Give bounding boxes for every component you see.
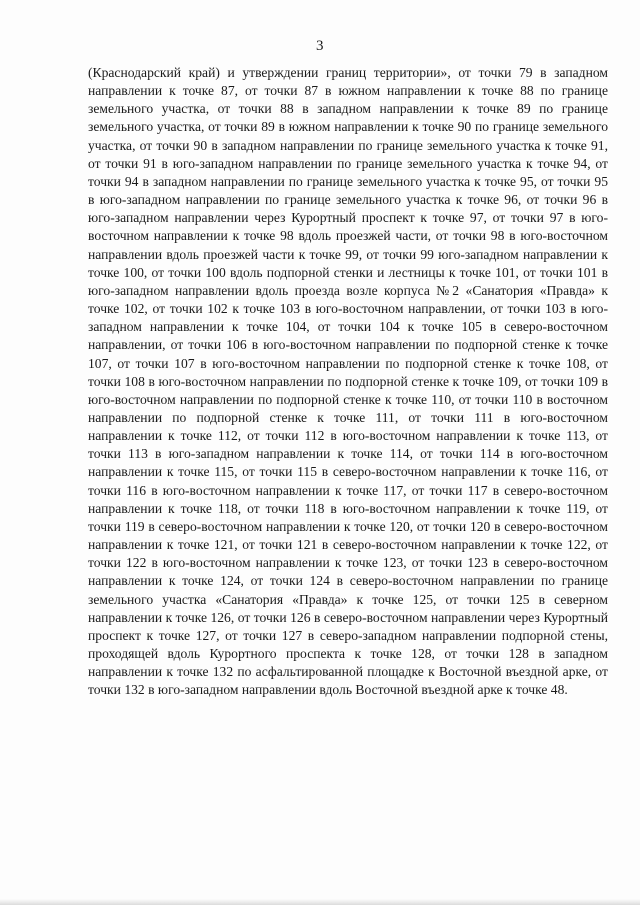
page-number: 3	[316, 38, 324, 54]
body-paragraph: (Краснодарский край) и утверждении границ территории», от точки 79 в западном направлении к точке 87, от точки 87 в южном направлении к точке 88 по границе земельного участка, от точки 88 в западном направлении к точке 89 по границе земельного участка, от точки 89 в южном направлении к точке 90 по границе земельного участка, от точки 90 в западном направлении по границе земельного участка к точке 91, от точки 91 в юго-западном направлении по границе земельного участка к точке 94, от точки 94 в западном направлении по границе земельного участка к точке 95, от точки 95 в юго-западном направлении по границе земельного участка к точке 96, от точки 96 в юго-западном направлении через Курортный проспект к точке 97, от точки 97 в юго-восточном направлении к точке 98 вдоль проезжей части, от точки 98 в юго-восточном направлении вдоль проезжей части к точке 99, от точки 99 юго-западном направлении к точке 100, от точки 100 вдоль подпорной стенки и лестницы к точке 101, от точки 101 в юго-западном направлении вдоль проезда возле корпуса №2 «Санатория «Правда» к точке 102, от точки 102 к точке 103 в юго-восточном направлении, от точки 103 в юго-западном направлении к точке 104, от точки 104 к точке 105 в северо-восточном направлении, от точки 106 в юго-восточном направлении по подпорной стенке к точке 107, от точки 107 в юго-восточном направлении по подпорной стенке к точке 108, от точки 108 в юго-восточном направлении по подпорной стенке к точке 109, от точки 109 в юго-восточном направлении по подпорной стенке к точке 110, от точки 110 в восточном направлении по подпорной стенке к точке 111, от точки 111 в юго-восточном направлении к точке 112, от точки 112 в юго-восточном направлении к точке 113, от точки 113 в юго-западном направлении к точке 114, от точки 114 в юго-восточном направлении к точке 115, от точки 115 в северо-восточном направлении к точке 116, от точки 116 в юго-восточном направлении к точке 117, от точки 117 в северо-восточном направлении к точке 118, от точки 118 в юго-восточном направлении к точке 119, от точки 119 в северо-восточном направлении к точке 120, от точки 120 в северо-восточном направлении к точке 121, от точки 121 в северо-восточном направлении к точке 122, от точки 122 в юго-восточном направлении к точке 123, от точки 123 в северо-восточном направлении к точке 124, от точки 124 в северо-восточном направлении по границе земельного участка «Санатория «Правда» к точке 125, от точки 125 в северном направлении к точке 126, от точки 126 в северо-восточном направлении через Курортный проспект к точке 127, от точки 127 в северо-западном направлении подпорной стены, проходящей вдоль Курортного проспекта к точке 128, от точки 128 в западном направлении к точке 132 по асфальтированной площадке к Восточной въездной арке, от точки 132 в юго-западном направлении вдоль Восточной въездной арке к точке 48.	[88, 65, 608, 698]
scan-edge-shadow	[0, 899, 640, 905]
